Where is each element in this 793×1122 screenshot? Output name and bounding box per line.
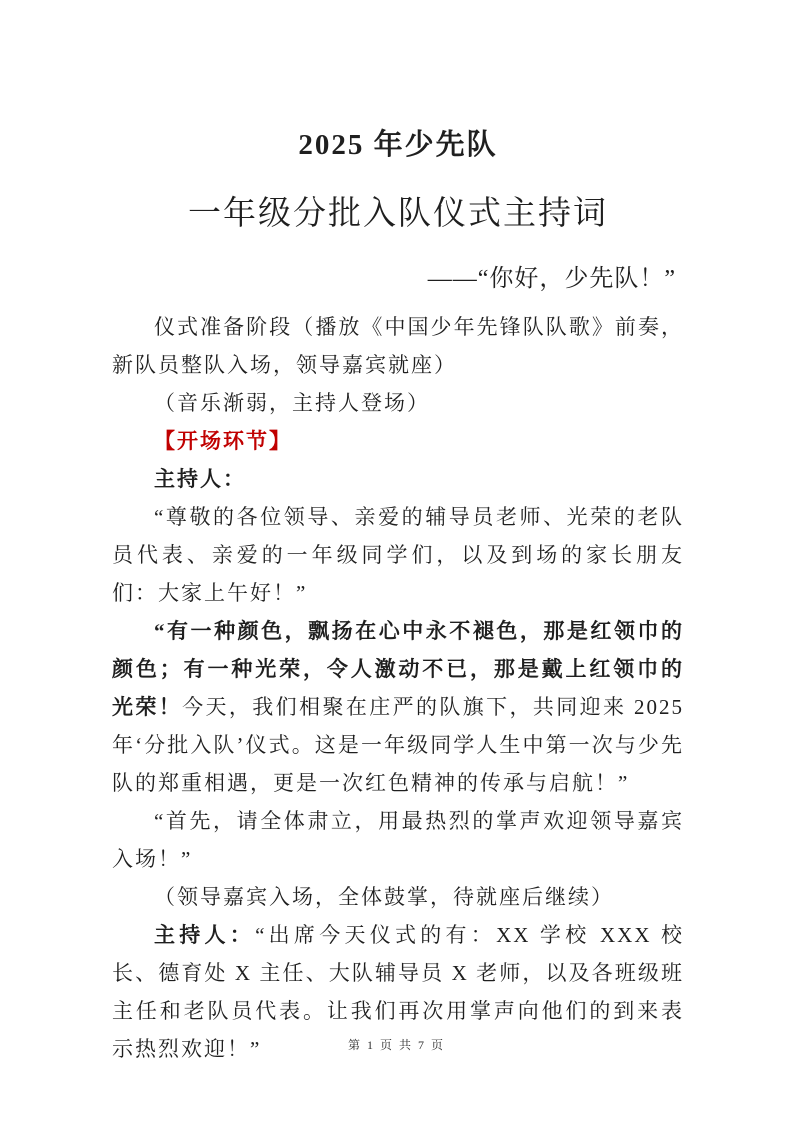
page-number-footer: 第 1 页 共 7 页 <box>347 1038 445 1052</box>
document-content <box>112 126 684 1068</box>
paragraph-red-scarf <box>112 612 684 802</box>
doc-title-line2: 一年级分批入队仪式主持词 <box>188 196 608 232</box>
paragraph-red-scarf-rest: 今天，我们相聚在庄严的队旗下，共同迎来 2025 年‘分批入队’仪式。这是一年级同学人生中第一次与少先队的郑重相遇，更是一次红色精神的传承与启航！” <box>112 695 685 795</box>
host-label: 主持人： <box>154 467 246 491</box>
paragraph-ceremony-prep: 仪式准备阶段（播放《中国少年先锋队队歌》前奏，新队员整队入场，领导嘉宾就座） <box>112 315 684 377</box>
paragraph-guest-intro-text: “出席今天仪式的有：XX 学校 XXX 校长、德育处 X 主任、大队辅导员 X 老师，以及各班级班主任和老队员代表。让我们再次用掌声向他们的到来表示热烈欢迎！” <box>112 923 684 1061</box>
paragraph-greeting: “尊敬的各位领导、亲爱的辅导员老师、光荣的老队员代表、亲爱的一年级同学们，以及到场的家长朋友们：大家上午好！” <box>112 505 684 605</box>
paragraph-red-scarf-bold: “有一种颜色，飘扬在心中永不褪色，那是红领巾的颜色；有一种光荣，令人激动不已，那是戴上红领巾的光荣！ <box>112 619 684 719</box>
doc-tagline: ——“你好，少先队！” <box>427 266 676 292</box>
paragraph-stage-cue: （领导嘉宾入场，全体鼓掌，待就座后继续） <box>154 885 614 909</box>
doc-title-line1: 2025 年少先队 <box>298 129 498 161</box>
host-label-2: 主持人： <box>154 923 256 947</box>
paragraph-music-cue: （音乐渐弱，主持人登场） <box>154 391 430 415</box>
section-header-opening: 【开场环节】 <box>154 429 292 453</box>
paragraph-welcome-leaders: “首先，请全体肃立，用最热烈的掌声欢迎领导嘉宾入场！” <box>112 809 684 871</box>
